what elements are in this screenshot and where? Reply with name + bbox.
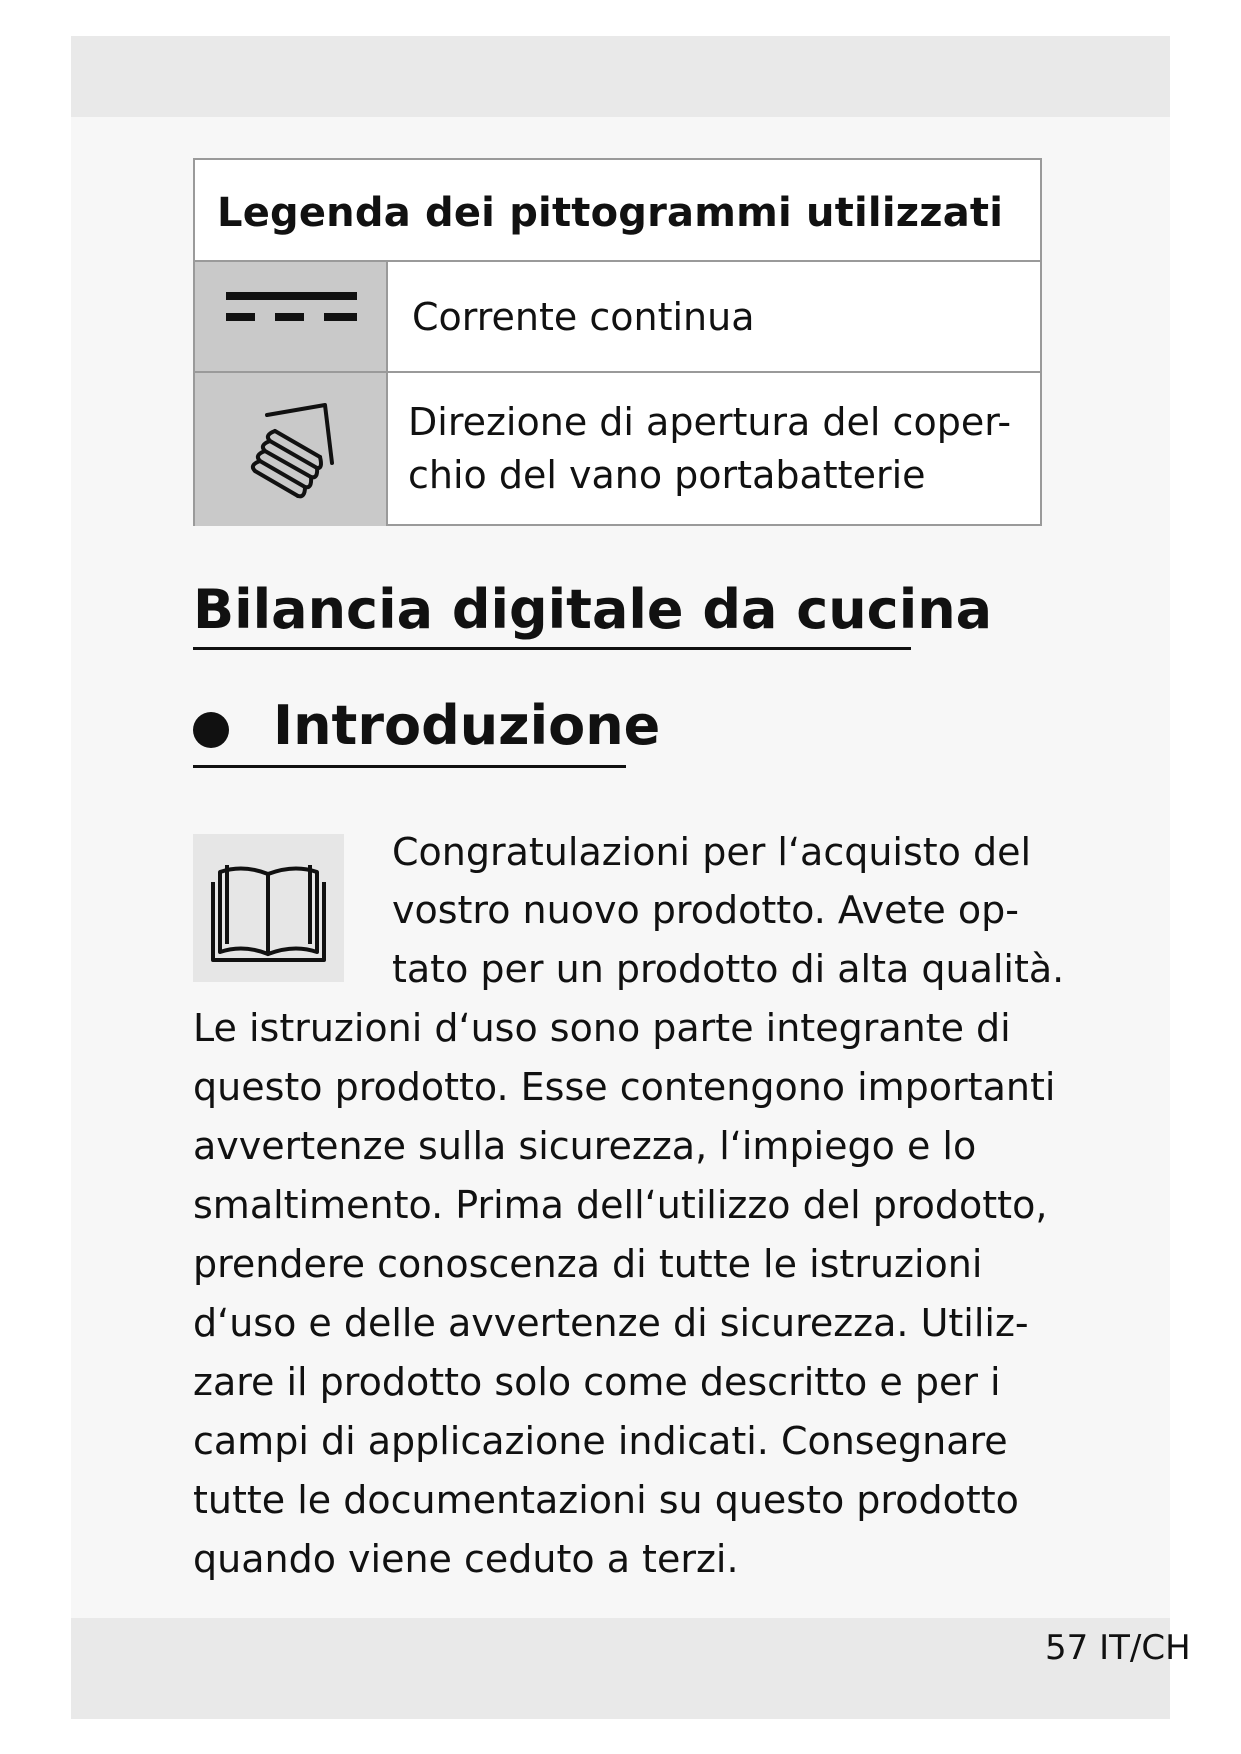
product-title: Bilancia digitale da cucina <box>193 578 993 641</box>
intro-text-line: prendere conoscenza di tutte le istruzioni <box>193 1242 983 1286</box>
title-underline <box>193 647 911 650</box>
instruction-book-icon <box>193 834 344 982</box>
legend-icon-cell <box>195 373 386 526</box>
legend-divider <box>386 260 388 526</box>
intro-text-line: tato per un prodotto di alta qualità. <box>392 947 1065 991</box>
intro-text-line: tutte le documentazioni su questo prodotto <box>193 1478 1019 1522</box>
intro-text-line: zare il prodotto solo come descritto e per i <box>193 1360 1001 1404</box>
section-underline <box>193 765 626 768</box>
legend-label: Direzione di apertura del coper- chio del vano portabatterie <box>408 400 1012 497</box>
intro-text-line: Le istruzioni d‘uso sono parte integrante di <box>193 1006 1011 1050</box>
legend-icon-cell <box>195 262 386 371</box>
header-band <box>71 36 1170 117</box>
intro-text-line: smaltimento. Prima dell‘utilizzo del prodotto, <box>193 1183 1048 1227</box>
intro-text-line: quando viene ceduto a terzi. <box>193 1537 739 1581</box>
battery-cover-opening-icon <box>195 373 386 526</box>
legend-label: Corrente continua <box>412 295 755 339</box>
intro-text-line: d‘uso e delle avvertenze di sicurezza. Utiliz- <box>193 1301 1029 1345</box>
footer-band <box>71 1618 1170 1719</box>
bullet-icon <box>193 712 229 748</box>
legend-title: Legenda dei pittogrammi utilizzati <box>217 190 1004 236</box>
intro-text-line: Congratulazioni per l‘acquisto del <box>392 830 1032 874</box>
pictogram-legend-table <box>193 158 1042 526</box>
direct-current-icon <box>195 262 386 371</box>
intro-text-line: avvertenze sulla sicurezza, l‘impiego e lo <box>193 1124 977 1168</box>
page-number: 57 IT/CH <box>1045 1628 1191 1668</box>
intro-text-line: questo prodotto. Esse contengono importanti <box>193 1065 1056 1109</box>
intro-text-line: vostro nuovo prodotto. Avete op- <box>392 888 1019 932</box>
section-title: Introduzione <box>273 694 661 757</box>
intro-text-line: campi di applicazione indicati. Consegnare <box>193 1419 1008 1463</box>
